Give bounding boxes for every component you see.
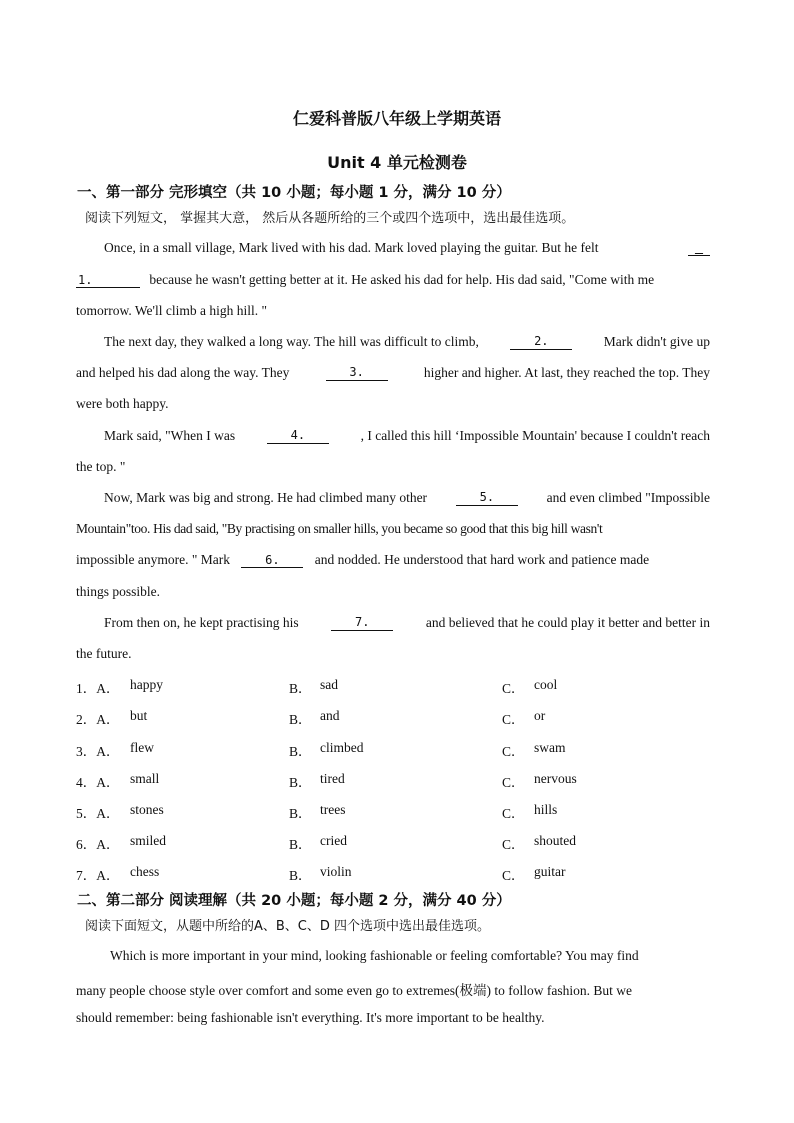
passage1-line: were both happy. xyxy=(76,396,169,411)
option-c: cool xyxy=(534,677,558,692)
option-b: cried xyxy=(320,833,347,848)
blank-1: 1. xyxy=(76,273,140,288)
question-options xyxy=(76,771,716,789)
option-b: climbed xyxy=(320,740,364,755)
option-a: happy xyxy=(130,677,163,692)
blank-7: 7. xyxy=(331,615,393,631)
option-b: trees xyxy=(320,802,346,817)
passage1-line xyxy=(104,240,710,256)
passage1-text: higher and higher. At last, they reached the top. They xyxy=(423,365,710,380)
option-c-letter: C． xyxy=(502,837,525,852)
section1-instruction: 阅读下列短文， 掌握其大意， 然后从各题所给的三个或四个选项中，选出最佳选项。 xyxy=(85,211,575,226)
option-a: chess xyxy=(130,864,160,879)
passage2-line: Which is more important in your mind, looking fashionable or feeling comfortable? You may find xyxy=(110,948,639,963)
passage1-text: and helped his dad along the way. They xyxy=(76,365,290,380)
passage1-line: the top. " xyxy=(76,459,126,474)
question-options xyxy=(76,740,716,758)
question-options xyxy=(76,708,716,726)
passage1-text: Once, in a small village, Mark lived with his dad. Mark loved playing the guitar. But he felt xyxy=(104,240,599,255)
question-number: 2．A． xyxy=(76,712,120,727)
option-c-letter: C． xyxy=(502,806,525,821)
question-options xyxy=(76,677,716,695)
option-c-letter: C． xyxy=(502,712,525,727)
passage1-text: and even climbed "Impossible xyxy=(546,490,710,505)
blank-1-start xyxy=(688,240,710,256)
question-number: 3．A． xyxy=(76,744,120,759)
blank-3: 3. xyxy=(326,365,388,381)
passage1-text: The next day, they walked a long way. The hill was difficult to climb, xyxy=(104,334,479,349)
option-c-letter: C． xyxy=(502,868,525,883)
passage2-line: many people choose style over comfort and some even go to extremes(极端) to follow fashion. But we xyxy=(76,983,632,998)
option-b-letter: B． xyxy=(289,744,312,759)
option-a: stones xyxy=(130,802,164,817)
option-b-letter: B． xyxy=(289,837,312,852)
passage1-line: the future. xyxy=(76,646,132,661)
passage1-text: Now, Mark was big and strong. He had climbed many other xyxy=(104,490,428,505)
passage1-text: From then on, he kept practising his xyxy=(104,615,299,630)
section2-heading: 二、第二部分 阅读理解（共 20 小题；每小题 2 分，满分 40 分） xyxy=(77,893,511,909)
option-b-letter: B． xyxy=(289,681,312,696)
passage1-line: Mountain"too. His dad said, "By practising on smaller hills, you became so good that this big hill wasn't xyxy=(76,521,603,536)
passage1-line xyxy=(104,615,710,631)
passage1-line xyxy=(76,272,654,288)
passage1-line xyxy=(104,334,710,350)
option-b: and xyxy=(320,708,340,723)
option-b: tired xyxy=(320,771,345,786)
passage2-line: should remember: being fashionable isn't everything. It's more important to be healthy. xyxy=(76,1010,545,1025)
section1-heading: 一、第一部分 完形填空（共 10 小题；每小题 1 分，满分 10 分） xyxy=(77,185,511,201)
passage1-line xyxy=(76,552,649,568)
question-number: 1．A． xyxy=(76,681,120,696)
question-options xyxy=(76,802,716,820)
section2-instruction: 阅读下面短文，从题中所给的A、B、C、D 四个选项中选出最佳选项。 xyxy=(85,919,491,934)
passage1-line xyxy=(76,365,710,381)
option-c-letter: C． xyxy=(502,744,525,759)
passage1-line xyxy=(104,490,710,506)
option-c: nervous xyxy=(534,771,577,786)
passage1-text: Mark didn't give up xyxy=(603,334,710,349)
blank-6: 6. xyxy=(241,553,303,568)
question-options xyxy=(76,864,716,882)
question-options xyxy=(76,833,716,851)
blank-2: 2. xyxy=(510,334,572,350)
question-number: 6．A． xyxy=(76,837,120,852)
passage1-text: because he wasn't getting better at it. He asked his dad for help. His dad said, "Come with me xyxy=(149,272,655,287)
option-a: flew xyxy=(130,740,154,755)
passage1-text: impossible anymore. " Mark xyxy=(76,552,230,567)
passage1-text: and believed that he could play it better and better in xyxy=(425,615,710,630)
question-number: 7．A． xyxy=(76,868,120,883)
passage1-text: Mark said, "When I was xyxy=(104,428,236,443)
document-subtitle: Unit 4 单元检测卷 xyxy=(327,153,467,172)
option-b: violin xyxy=(320,864,352,879)
option-c: or xyxy=(534,708,546,723)
option-c: hills xyxy=(534,802,558,817)
option-c-letter: C． xyxy=(502,775,525,790)
option-b-letter: B． xyxy=(289,712,312,727)
passage1-line xyxy=(104,428,710,444)
option-c: swam xyxy=(534,740,566,755)
option-a: but xyxy=(130,708,148,723)
option-c: shouted xyxy=(534,833,576,848)
passage1-text: , I called this hill ‘Impossible Mountain' because I couldn't reach xyxy=(360,428,710,443)
option-b-letter: B． xyxy=(289,806,312,821)
question-number: 5．A． xyxy=(76,806,120,821)
document-title: 仁爱科普版八年级上学期英语 xyxy=(292,109,501,128)
option-a: small xyxy=(130,771,160,786)
blank-5: 5. xyxy=(456,490,518,506)
passage1-line: tomorrow. We'll climb a high hill. " xyxy=(76,303,267,318)
option-c-letter: C． xyxy=(502,681,525,696)
passage1-line: things possible. xyxy=(76,584,161,599)
option-b-letter: B． xyxy=(289,868,312,883)
option-b-letter: B． xyxy=(289,775,312,790)
option-c: guitar xyxy=(534,864,566,879)
option-b: sad xyxy=(320,677,338,692)
question-number: 4．A． xyxy=(76,775,120,790)
passage1-text: and nodded. He understood that hard work and patience made xyxy=(314,552,650,567)
blank-4: 4. xyxy=(267,428,329,444)
option-a: smiled xyxy=(130,833,166,848)
